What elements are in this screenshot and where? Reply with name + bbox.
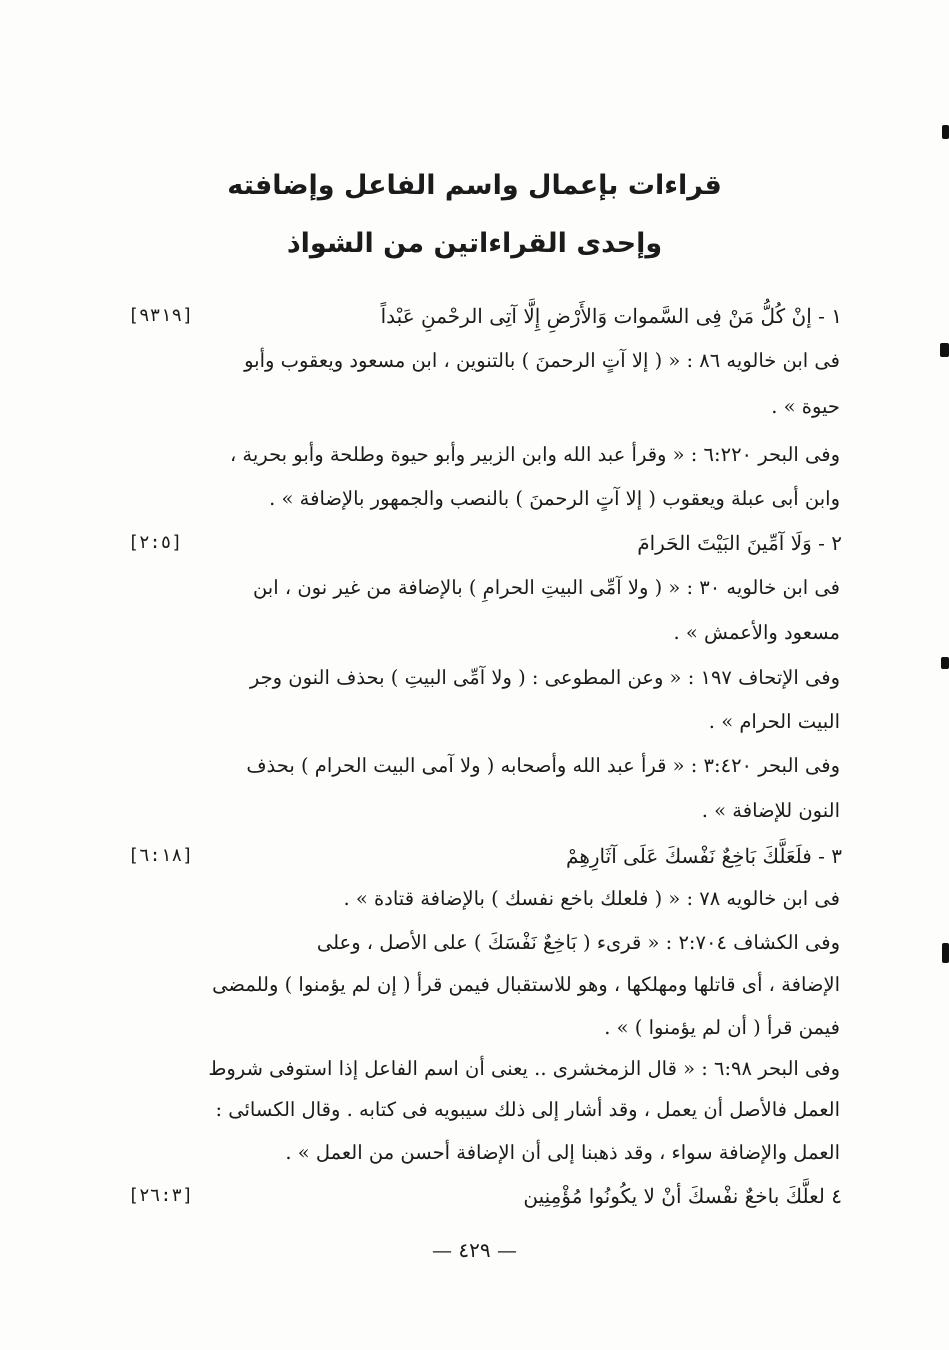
page-number: — ٤٢٩ — (432, 1238, 517, 1262)
note-line: فى ابن خالويه ٧٨ : « ( فلعلك باخع نفسك ) بالإضافة قتادة » . (343, 887, 840, 910)
verse-reference: [٢:٥] (128, 532, 183, 553)
verse-text: ١ - إنْ كُلُّ مَنْ فِى السَّموات وَالأَرْضِ إِلَّا آتِى الرحْمنِ عَبْداً (380, 304, 842, 328)
note-line: العمل فالأصل أن يعمل ، وقد أشار إلى ذلك سيبويه فى كتابه . وقال الكسائى : (215, 1098, 840, 1121)
note-line: حيوة » . (771, 395, 840, 418)
verse-entry-3 (120, 840, 842, 872)
note-line: البيت الحرام » . (708, 710, 840, 733)
verse-reference: [٦:١٨] (128, 845, 194, 866)
verse-text: ٢ - وَلَا آمِّينَ البَيْتَ الحَرامَ (637, 531, 842, 555)
note-line: وفى البحر ٦:٢٢٠ : « وقرأ عبد الله وابن الزبير وأبو حيوة وطلحة وأبو بحرية ، (229, 443, 840, 466)
scan-mark (941, 657, 949, 669)
scan-mark (942, 943, 949, 963)
verse-entry-1 (120, 300, 842, 332)
note-line: فيمن قرأ ( أن لم يؤمنوا ) » . (604, 1016, 840, 1039)
note-line: فى ابن خالويه ٨٦ : « ( إلا آتٍ الرحمنَ ) بالتنوين ، ابن مسعود ويعقوب وأبو (244, 349, 840, 372)
verse-reference: [٩٣١٩] (128, 305, 194, 326)
scan-mark (940, 343, 949, 357)
note-line: وفى الكشاف ٢:٧٠٤ : « قرىء ( بَاخِعٌ نَفْسَكَ ) على الأصل ، وعلى (316, 931, 840, 954)
verse-entry-4 (120, 1180, 842, 1212)
note-line: وفى الإتحاف ١٩٧ : « وعن المطوعى : ( ولا آمِّى البيتِ ) بحذف النون وجر (249, 666, 840, 689)
verse-reference: [٢٦:٣] (128, 1185, 194, 1206)
note-line: العمل والإضافة سواء ، وقد ذهبنا إلى أن الإضافة أحسن من العمل » . (285, 1141, 840, 1164)
page-title-line-1: قراءات بإعمال واسم الفاعل وإضافته (227, 170, 722, 201)
note-line: مسعود والأعمش » . (673, 621, 840, 644)
scan-mark (942, 125, 949, 139)
verse-text: ٣ - فلَعَلَّكَ بَاخِعٌ نَفْسكَ عَلَى آثَارِهِمْ (566, 844, 842, 868)
note-line: فى ابن خالويه ٣٠ : « ( ولا آمِّى البيتِ الحرامِ ) بالإضافة من غير نون ، ابن (252, 576, 840, 599)
note-line: الإضافة ، أى قاتلها ومهلكها ، وهو للاستقبال فيمن قرأ ( إن لم يؤمنوا ) وللمضى (212, 973, 840, 996)
page-title-line-2: وإحدى القراءاتين من الشواذ (286, 228, 663, 259)
verse-entry-2 (120, 527, 842, 559)
note-line: النون للإضافة » . (701, 799, 840, 822)
note-line: وفى البحر ٦:٩٨ : « قال الزمخشرى .. يعنى أن اسم الفاعل إذا استوفى شروط (208, 1057, 840, 1080)
note-line: وفى البحر ٣:٤٢٠ : « قرأ عبد الله وأصحابه ( ولا آمى البيت الحرام ) بحذف (246, 754, 840, 777)
note-line: وابن أبى عبلة ويعقوب ( إلا آتٍ الرحمنَ ) بالنصب والجمهور بالإضافة » . (269, 487, 840, 510)
verse-text: ٤ لعلَّكَ باخعٌ نفْسكَ أنْ لا يكُونُوا مُؤْمِنِين (523, 1184, 842, 1208)
